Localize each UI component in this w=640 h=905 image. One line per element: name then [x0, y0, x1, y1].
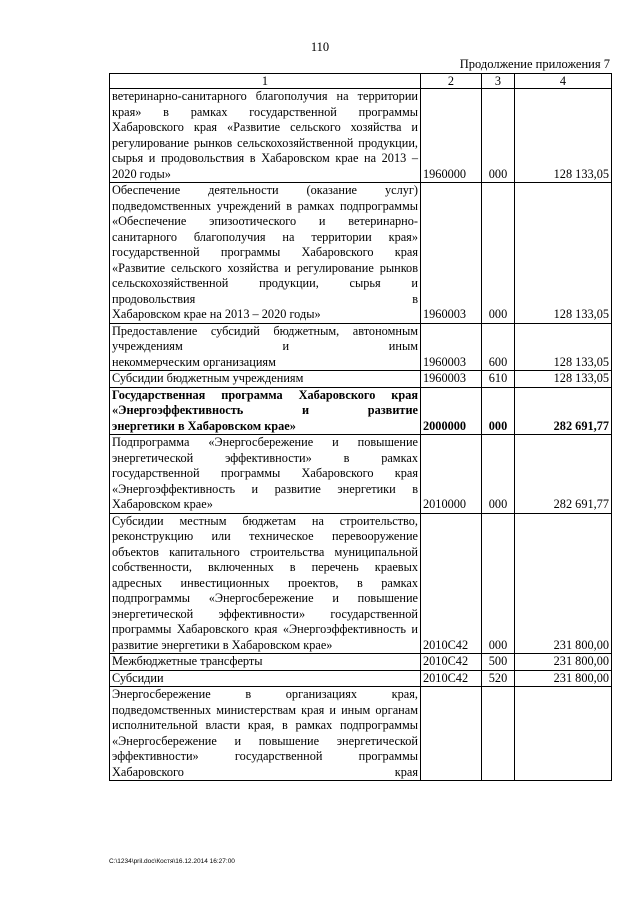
- expense-type-code: 500: [482, 654, 515, 671]
- description-line: Хабаровского края «Развитие сельского хозяйства: [112, 245, 418, 275]
- target-article-code: 2010С42: [421, 513, 482, 654]
- description-line: энергетической эффективности» государственной: [112, 733, 418, 763]
- description-line: программы Хабаровского края: [112, 749, 418, 779]
- description-line: сельского хозяйства и регулирование рынков: [112, 120, 419, 150]
- description-line: Государственная программа Хабаровского: [112, 387, 376, 402]
- row-description: [110, 323, 421, 371]
- expense-type-code: 000: [482, 435, 515, 514]
- description-line: Подпрограмма «Энергосбережение и повышение: [112, 435, 418, 449]
- description-line: эффективности» государственной программы: [112, 606, 418, 636]
- description-line: муниципальной собственности, включенных в: [112, 544, 419, 574]
- description-line: проектов, в рамках подпрограммы: [112, 575, 419, 605]
- target-article-code: 2010С42: [421, 654, 482, 671]
- table-row: [110, 670, 612, 687]
- description-line: края «Энергоэффективность и развитие: [112, 387, 418, 417]
- description-line: Обеспечение деятельности (оказание услуг): [112, 183, 418, 197]
- amount: 128 133,05: [515, 323, 612, 371]
- row-description: [110, 371, 421, 388]
- page-number: 110: [310, 40, 330, 54]
- amount: 128 133,05: [515, 183, 612, 324]
- description-last-line: 2020 годы»: [112, 166, 171, 181]
- table-row: [110, 323, 612, 371]
- table-row: [110, 371, 612, 388]
- description-line: объектов капитального строительства: [112, 544, 325, 559]
- table-row: [110, 89, 612, 183]
- expense-type-code: 520: [482, 670, 515, 687]
- expense-type-code: 000: [482, 89, 515, 183]
- table-row: [110, 387, 612, 435]
- expense-type-code: 600: [482, 323, 515, 371]
- description-line: подведомственных учреждений в рамках: [112, 198, 335, 213]
- target-article-code: 2010С42: [421, 670, 482, 687]
- description-last-line: энергетики в Хабаровском крае»: [112, 418, 296, 433]
- description-line: подведомственных министерствам края и иным: [112, 702, 371, 717]
- description-line: Предоставление субсидий бюджетным,: [112, 323, 340, 338]
- target-article-code: 1960003: [421, 323, 482, 371]
- description-last-line: Хабаровском крае на 2013 – 2020 годы»: [112, 307, 321, 321]
- row-description: [110, 687, 421, 781]
- target-article-code: 1960000: [421, 89, 482, 183]
- target-article-code: [421, 687, 482, 781]
- row-description: [110, 435, 421, 514]
- description-last-line: Хабаровском крае»: [112, 497, 213, 511]
- expense-type-code: 610: [482, 371, 515, 388]
- description-line: автономным учреждениям и иным: [112, 323, 418, 353]
- amount: 231 800,00: [515, 513, 612, 654]
- description-line: территории края» государственной программы: [112, 229, 418, 259]
- row-description: [110, 183, 421, 324]
- description-line: перечень краевых адресных инвестиционных: [112, 560, 418, 590]
- description-last-line: Субсидии бюджетным учреждениям: [112, 371, 304, 385]
- description-line: энергетической эффективности» в рамках: [112, 450, 418, 465]
- target-article-code: 2000000: [421, 387, 482, 435]
- description-line: программы Хабаровского края «Развитие: [112, 104, 418, 134]
- column-header-1: 1: [110, 74, 421, 89]
- row-description: [110, 654, 421, 671]
- description-last-line: Межбюджетные трансферты: [112, 654, 263, 668]
- amount: 128 133,05: [515, 89, 612, 183]
- row-description: [110, 670, 421, 687]
- expense-type-code: 000: [482, 183, 515, 324]
- table-body: [110, 89, 612, 781]
- amount: 128 133,05: [515, 371, 612, 388]
- file-path-footer: C:\1234\pril.doc\Костя\16.12.2014 16:27:00: [109, 858, 235, 865]
- description-line: государственной программы Хабаровского края: [112, 466, 418, 480]
- description-last-line: развитие энергетики в Хабаровском крае»: [112, 637, 333, 652]
- description-line: органам исполнительной власти края, в рамках: [112, 702, 418, 732]
- description-last-line: Субсидии: [112, 670, 164, 685]
- target-article-code: 1960003: [421, 183, 482, 324]
- column-header-4: 4: [515, 74, 612, 89]
- description-line: Хабаровского края «Энергоэффективность и: [176, 622, 419, 636]
- description-last-line: некоммерческим организациям: [112, 354, 276, 369]
- amount: 231 800,00: [515, 670, 612, 687]
- amount: 282 691,77: [515, 387, 612, 435]
- budget-table: [109, 73, 612, 781]
- expense-type-code: 000: [482, 387, 515, 435]
- description-line: «Энергоэффективность и развитие энергетики в: [112, 481, 418, 496]
- row-description: [110, 387, 421, 435]
- column-header-2: 2: [421, 74, 482, 89]
- description-line: «Энергосбережение и повышение энергетической: [112, 591, 419, 621]
- target-article-code: 2010000: [421, 435, 482, 514]
- row-description: [110, 89, 421, 183]
- description-line: реконструкцию или техническое перевооружение: [112, 529, 418, 543]
- amount: 231 800,00: [515, 654, 612, 671]
- description-line: Энергосбережение в организациях края,: [112, 687, 418, 701]
- continuation-heading: Продолжение приложения 7: [459, 57, 610, 71]
- description-line: подпрограммы «Энергосбережение и повышение: [112, 718, 418, 748]
- amount: 282 691,77: [515, 435, 612, 514]
- expense-type-code: 000: [482, 513, 515, 654]
- description-line: ветеринарно-санитарного благополучия на: [112, 89, 349, 103]
- row-description: [110, 513, 421, 654]
- table-row: [110, 654, 612, 671]
- target-article-code: 1960003: [421, 371, 482, 388]
- description-line: территории края» в рамках государственной: [112, 89, 418, 119]
- description-line: и регулирование рынков сельскохозяйственной: [112, 260, 418, 290]
- description-line: сельскохозяйственной продукции, сырья и: [112, 135, 419, 165]
- expense-type-code: [482, 687, 515, 781]
- table-row: [110, 513, 612, 654]
- table-row: [110, 435, 612, 514]
- description-line: продовольствия в Хабаровском крае на 2013 –: [160, 151, 419, 165]
- description-line: Субсидии местным бюджетам на строительство,: [112, 513, 418, 528]
- amount: [515, 687, 612, 781]
- table-header-row: [110, 74, 612, 89]
- description-line: подпрограммы «Обеспечение эпизоотического и: [112, 198, 418, 228]
- table-row: [110, 183, 612, 324]
- column-header-3: 3: [482, 74, 515, 89]
- table-row: [110, 687, 612, 781]
- description-line: продукции, сырья и продовольствия в: [112, 276, 418, 306]
- description-line: ветеринарно-санитарного благополучия на: [112, 214, 418, 244]
